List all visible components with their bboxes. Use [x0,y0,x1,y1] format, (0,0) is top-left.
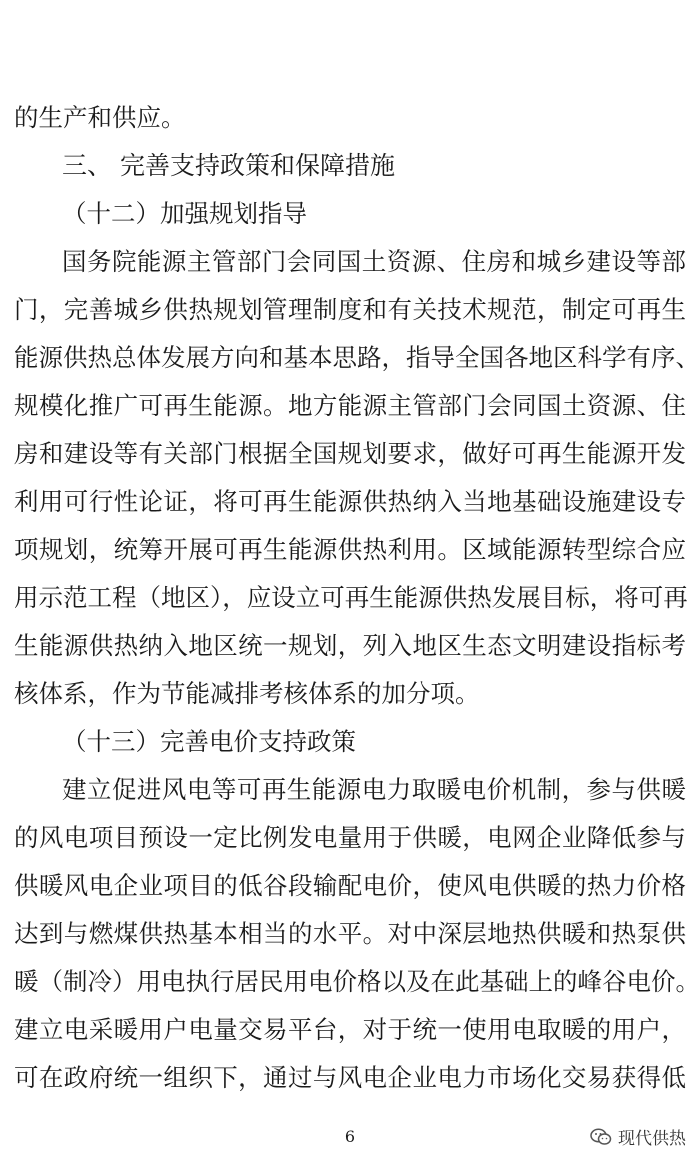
text-line: 利用可行性论证，将可再生能源供热纳入当地基础设施建设专 [14,487,686,516]
text-line: 房和建设等有关部门根据全国规划要求，做好可再生能源开发 [14,439,686,468]
text-line: 建立促进风电等可再生能源电力取暖电价机制，参与供暖 [62,775,686,804]
text-line: 门，完善城乡供热规划管理制度和有关技术规范，制定可再生 [14,295,686,324]
text-line: 能源供热总体发展方向和基本思路，指导全国各地区科学有序、 [14,343,700,372]
subsection-heading: （十二）加强规划指导 [62,199,307,228]
wechat-watermark [590,1124,686,1149]
text-line: 达到与燃煤供热基本相当的水平。对中深层地热供暖和热泵供 [14,919,686,948]
text-line: 生能源供热纳入地区统一规划，列入地区生态文明建设指标考 [14,631,686,660]
text-line: 建立电采暖用户电量交易平台，对于统一使用电取暖的用户， [14,1015,686,1044]
text-line: 的风电项目预设一定比例发电量用于供暖，电网企业降低参与 [14,823,686,852]
text-line: 供暖风电企业项目的低谷段输配电价，使风电供暖的热力价格 [14,871,686,900]
watermark-text: 现代供热 [618,1129,686,1149]
text-line: 的生产和供应。 [14,103,186,132]
text-line: 规模化推广可再生能源。地方能源主管部门会同国土资源、住 [14,391,686,420]
text-line: 项规划，统筹开展可再生能源供热利用。区域能源转型综合应 [14,535,686,564]
page-number: 6 [344,1127,356,1146]
text-line: 国务院能源主管部门会同国土资源、住房和城乡建设等部 [62,247,686,276]
wechat-icon [590,1128,612,1146]
text-line: 核体系，作为节能减排考核体系的加分项。 [14,679,480,708]
subsection-heading: （十三）完善电价支持政策 [62,727,356,756]
text-line: 暖（制冷）用电执行居民用电价格以及在此基础上的峰谷电价。 [14,967,700,996]
text-line: 用示范工程（地区），应设立可再生能源供热发展目标，将可再 [14,583,688,612]
text-line: 可在政府统一组织下，通过与风电企业电力市场化交易获得低 [14,1063,686,1092]
section-heading: 三、 完善支持政策和保障措施 [62,151,395,180]
